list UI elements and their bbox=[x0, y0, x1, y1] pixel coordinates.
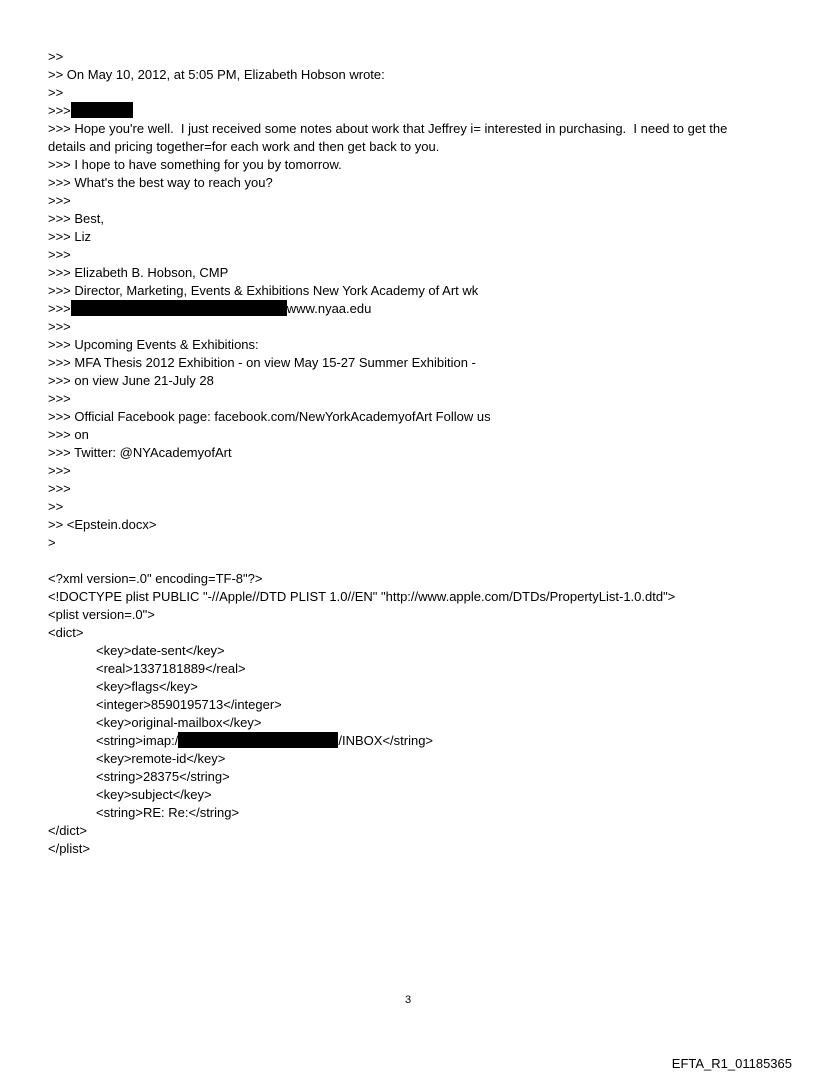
email-line bbox=[48, 372, 778, 390]
email-line bbox=[48, 534, 778, 552]
line-text: >>> bbox=[48, 103, 71, 118]
email-line bbox=[48, 246, 778, 264]
email-line bbox=[48, 552, 778, 570]
line-text: <?xml version=.0" encoding=TF-8"?> bbox=[48, 571, 263, 586]
line-text: >>> bbox=[48, 247, 71, 262]
email-line bbox=[48, 192, 778, 210]
line-text: >>> Official Facebook page: facebook.com/NewYorkAcademyofArt Follow us bbox=[48, 409, 491, 424]
email-line bbox=[48, 588, 778, 606]
email-line bbox=[48, 138, 778, 156]
line-text: >>> Twitter: @NYAcademyofArt bbox=[48, 445, 232, 460]
email-line bbox=[48, 696, 778, 714]
email-line bbox=[48, 732, 778, 750]
email-line bbox=[48, 714, 778, 732]
line-text: >> bbox=[48, 499, 64, 514]
email-line bbox=[48, 318, 778, 336]
email-line bbox=[48, 498, 778, 516]
line-text: >>> bbox=[48, 319, 71, 334]
line-text: >>> Hope you're well. I just received some notes about work that Jeffrey i= interested in purchasing. I need to get the bbox=[48, 121, 728, 136]
email-line bbox=[48, 624, 778, 642]
line-text: <key>date-sent</key> bbox=[96, 643, 225, 658]
line-text: <real>1337181889</real> bbox=[96, 661, 246, 676]
email-line bbox=[48, 660, 778, 678]
email-line bbox=[48, 570, 778, 588]
email-line bbox=[48, 606, 778, 624]
email-line bbox=[48, 174, 778, 192]
email-line bbox=[48, 210, 778, 228]
line-text: <plist version=.0"> bbox=[48, 607, 155, 622]
line-text: >> bbox=[48, 49, 64, 64]
line-text: <key>original-mailbox</key> bbox=[96, 715, 262, 730]
email-line bbox=[48, 48, 778, 66]
email-line bbox=[48, 156, 778, 174]
line-text: >>> bbox=[48, 391, 71, 406]
email-line bbox=[48, 516, 778, 534]
email-body bbox=[48, 48, 778, 858]
email-line bbox=[48, 66, 778, 84]
line-text: >>> bbox=[48, 463, 71, 478]
line-text: <string>RE: Re:</string> bbox=[96, 805, 240, 820]
line-text: >>> Elizabeth B. Hobson, CMP bbox=[48, 265, 229, 280]
line-text: >>> bbox=[48, 193, 71, 208]
line-text: <integer>8590195713</integer> bbox=[96, 697, 282, 712]
email-line bbox=[48, 390, 778, 408]
line-text: >>> I hope to have something for you by tomorrow. bbox=[48, 157, 342, 172]
email-line bbox=[48, 840, 778, 858]
email-line bbox=[48, 84, 778, 102]
page-number: 3 bbox=[404, 994, 412, 1006]
email-line bbox=[48, 408, 778, 426]
line-text-after: www.nyaa.edu bbox=[286, 301, 372, 316]
email-line bbox=[48, 642, 778, 660]
email-line bbox=[48, 228, 778, 246]
line-text: >>> Best, bbox=[48, 211, 105, 226]
email-line bbox=[48, 750, 778, 768]
document-id: EFTA_R1_01185365 bbox=[671, 1056, 792, 1071]
line-text: <key>flags</key> bbox=[96, 679, 198, 694]
redaction-block bbox=[71, 300, 287, 316]
line-text: >>> What's the best way to reach you? bbox=[48, 175, 273, 190]
email-line bbox=[48, 264, 778, 282]
line-text: details and pricing together=for each work and then get back to you. bbox=[48, 139, 440, 154]
line-text: >>> bbox=[48, 301, 71, 316]
line-text: >>> Liz bbox=[48, 229, 92, 244]
email-line bbox=[48, 678, 778, 696]
email-line bbox=[48, 804, 778, 822]
line-text: <dict> bbox=[48, 625, 84, 640]
email-line bbox=[48, 480, 778, 498]
email-line bbox=[48, 300, 778, 318]
redaction-block bbox=[178, 732, 338, 748]
redaction-block bbox=[71, 102, 133, 118]
email-line bbox=[48, 102, 778, 120]
email-line bbox=[48, 282, 778, 300]
line-text: >>> on bbox=[48, 427, 89, 442]
line-text: </dict> bbox=[48, 823, 88, 838]
line-text: <key>remote-id</key> bbox=[96, 751, 226, 766]
line-text: >>> on view June 21-July 28 bbox=[48, 373, 214, 388]
line-text: >>> Director, Marketing, Events & Exhibitions New York Academy of Art wk bbox=[48, 283, 479, 298]
line-text: <!DOCTYPE plist PUBLIC "-//Apple//DTD PLIST 1.0//EN" "http://www.apple.com/DTDs/PropertyList-1.0.dtd"> bbox=[48, 589, 676, 604]
email-line bbox=[48, 768, 778, 786]
email-line bbox=[48, 444, 778, 462]
email-line bbox=[48, 462, 778, 480]
line-text: >>> MFA Thesis 2012 Exhibition - on view May 15-27 Summer Exhibition - bbox=[48, 355, 476, 370]
email-line bbox=[48, 336, 778, 354]
line-text: <key>subject</key> bbox=[96, 787, 212, 802]
email-line bbox=[48, 120, 778, 138]
line-text: >>> bbox=[48, 481, 71, 496]
line-text: </plist> bbox=[48, 841, 90, 856]
line-text: >> On May 10, 2012, at 5:05 PM, Elizabeth Hobson wrote: bbox=[48, 67, 385, 82]
line-text: >> <Epstein.docx> bbox=[48, 517, 157, 532]
line-text: <string>imap:/ bbox=[96, 733, 179, 748]
email-line bbox=[48, 354, 778, 372]
email-line bbox=[48, 822, 778, 840]
email-line bbox=[48, 786, 778, 804]
line-text: > bbox=[48, 535, 56, 550]
line-text: >>> Upcoming Events & Exhibitions: bbox=[48, 337, 259, 352]
line-text-after: /INBOX</string> bbox=[338, 733, 434, 748]
email-line bbox=[48, 426, 778, 444]
line-text: >> bbox=[48, 85, 64, 100]
line-text: <string>28375</string> bbox=[96, 769, 230, 784]
